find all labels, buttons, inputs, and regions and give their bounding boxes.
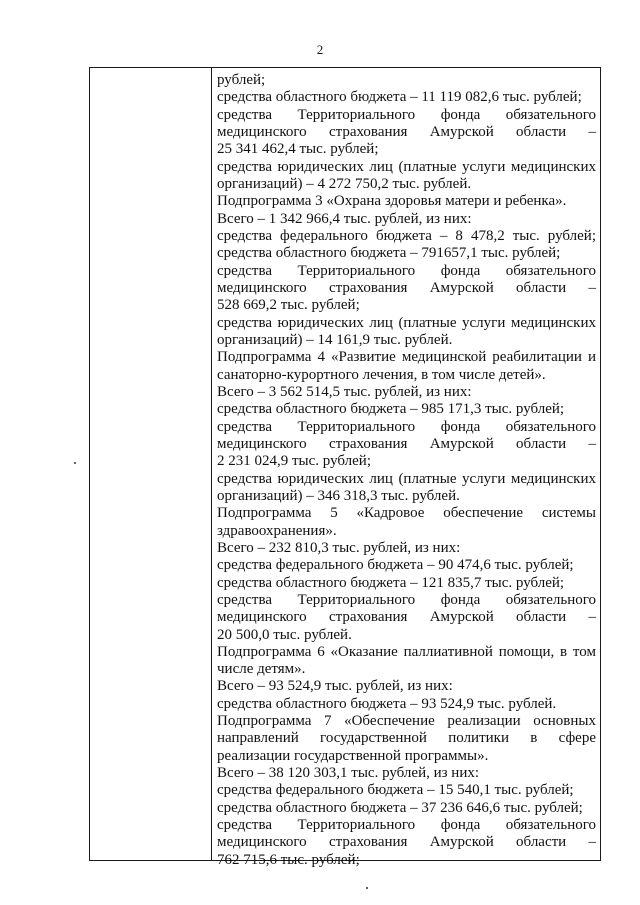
text-line: направлений государственной политики в сфере	[217, 730, 596, 747]
text-line: Подпрограмма 6 «Оказание паллиативной помощи, в том	[217, 643, 596, 660]
text-line: Всего – 93 524,9 тыс. рублей, из них:	[217, 678, 453, 695]
text-line: Подпрограмма 3 «Охрана здоровья матери и ребенка».	[217, 193, 567, 210]
text-line: 762 715,6 тыс. рублей;	[217, 851, 360, 868]
text-line: средства областного бюджета – 791657,1 тыс. рублей;	[217, 245, 561, 262]
text-line: Всего – 38 120 303,1 тыс. рублей, из них:	[217, 765, 480, 782]
text-line: средства Территориального фонда обязательного	[217, 418, 596, 435]
text-line: средства юридических лиц (платные услуги медицинских	[217, 470, 596, 487]
text-line: медицинского страхования Амурской области –	[217, 435, 596, 452]
text-line: средства Территориального фонда обязательного	[217, 591, 596, 608]
text-line: средства Территориального фонда обязательного	[217, 106, 596, 123]
text-line: медицинского страхования Амурской области –	[217, 609, 596, 626]
text-line: средства Территориального фонда обязательного	[217, 817, 596, 834]
text-line: организаций) – 14 161,9 тыс. рублей.	[217, 331, 453, 348]
text-line: медицинского страхования Амурской области –	[217, 123, 596, 140]
text-line: Всего – 3 562 514,5 тыс. рублей, из них:	[217, 383, 472, 400]
page-number: 2	[316, 42, 324, 57]
document-table	[89, 67, 601, 868]
text-line: средства областного бюджета – 121 835,7 тыс. рублей;	[217, 574, 565, 591]
text-line: здравоохранения».	[217, 522, 337, 539]
text-line: средства федерального бюджета – 15 540,1 тыс. рублей;	[217, 782, 574, 799]
text-line: Подпрограмма 5 «Кадровое обеспечение системы	[217, 505, 596, 522]
text-line: средства федерального бюджета – 90 474,6 тыс. рублей;	[217, 557, 574, 574]
text-line: организаций) – 4 272 750,2 тыс. рублей.	[217, 175, 472, 192]
text-line: Подпрограмма 4 «Развитие медицинской реабилитации и	[217, 349, 596, 366]
text-line: 25 341 462,4 тыс. рублей;	[217, 141, 379, 158]
scan-speck	[74, 462, 76, 464]
text-line: медицинского страхования Амурской области –	[217, 279, 596, 296]
text-line: средства областного бюджета – 985 171,3 тыс. рублей;	[217, 401, 565, 418]
text-line: рублей;	[217, 72, 266, 88]
text-line: средства областного бюджета – 37 236 646,6 тыс. рублей;	[217, 799, 583, 816]
scan-speck	[366, 887, 368, 889]
text-line: средства юридических лиц (платные услуги медицинских	[217, 158, 596, 175]
table-right-cell-text	[217, 72, 596, 869]
text-line: числе детям».	[217, 661, 306, 678]
text-line: средства областного бюджета – 93 524,9 тыс. рублей.	[217, 695, 557, 712]
text-line: средства федерального бюджета – 8 478,2 тыс. рублей;	[217, 227, 596, 244]
text-line: Всего – 232 810,3 тыс. рублей, из них:	[217, 539, 461, 556]
text-line: 528 669,2 тыс. рублей;	[217, 297, 360, 314]
text-line: средства юридических лиц (платные услуги медицинских	[217, 314, 596, 331]
text-line: медицинского страхования Амурской области –	[217, 834, 596, 851]
text-line: организаций) – 346 318,3 тыс. рублей.	[217, 487, 460, 504]
text-line: средства Территориального фонда обязательного	[217, 262, 596, 279]
text-line: Всего – 1 342 966,4 тыс. рублей, из них:	[217, 210, 472, 227]
text-line: Подпрограмма 7 «Обеспечение реализации основных	[217, 713, 596, 730]
text-line: средства областного бюджета – 11 119 082,6 тыс. рублей;	[217, 89, 582, 106]
table-left-column	[90, 68, 211, 860]
text-line: 20 500,0 тыс. рублей.	[217, 626, 352, 643]
text-line: 2 231 024,9 тыс. рублей;	[217, 453, 371, 470]
text-line: санаторно-курортного лечения, в том числе детей».	[217, 366, 546, 383]
column-divider	[211, 68, 212, 860]
text-line: реализации государственной программы».	[217, 747, 489, 764]
